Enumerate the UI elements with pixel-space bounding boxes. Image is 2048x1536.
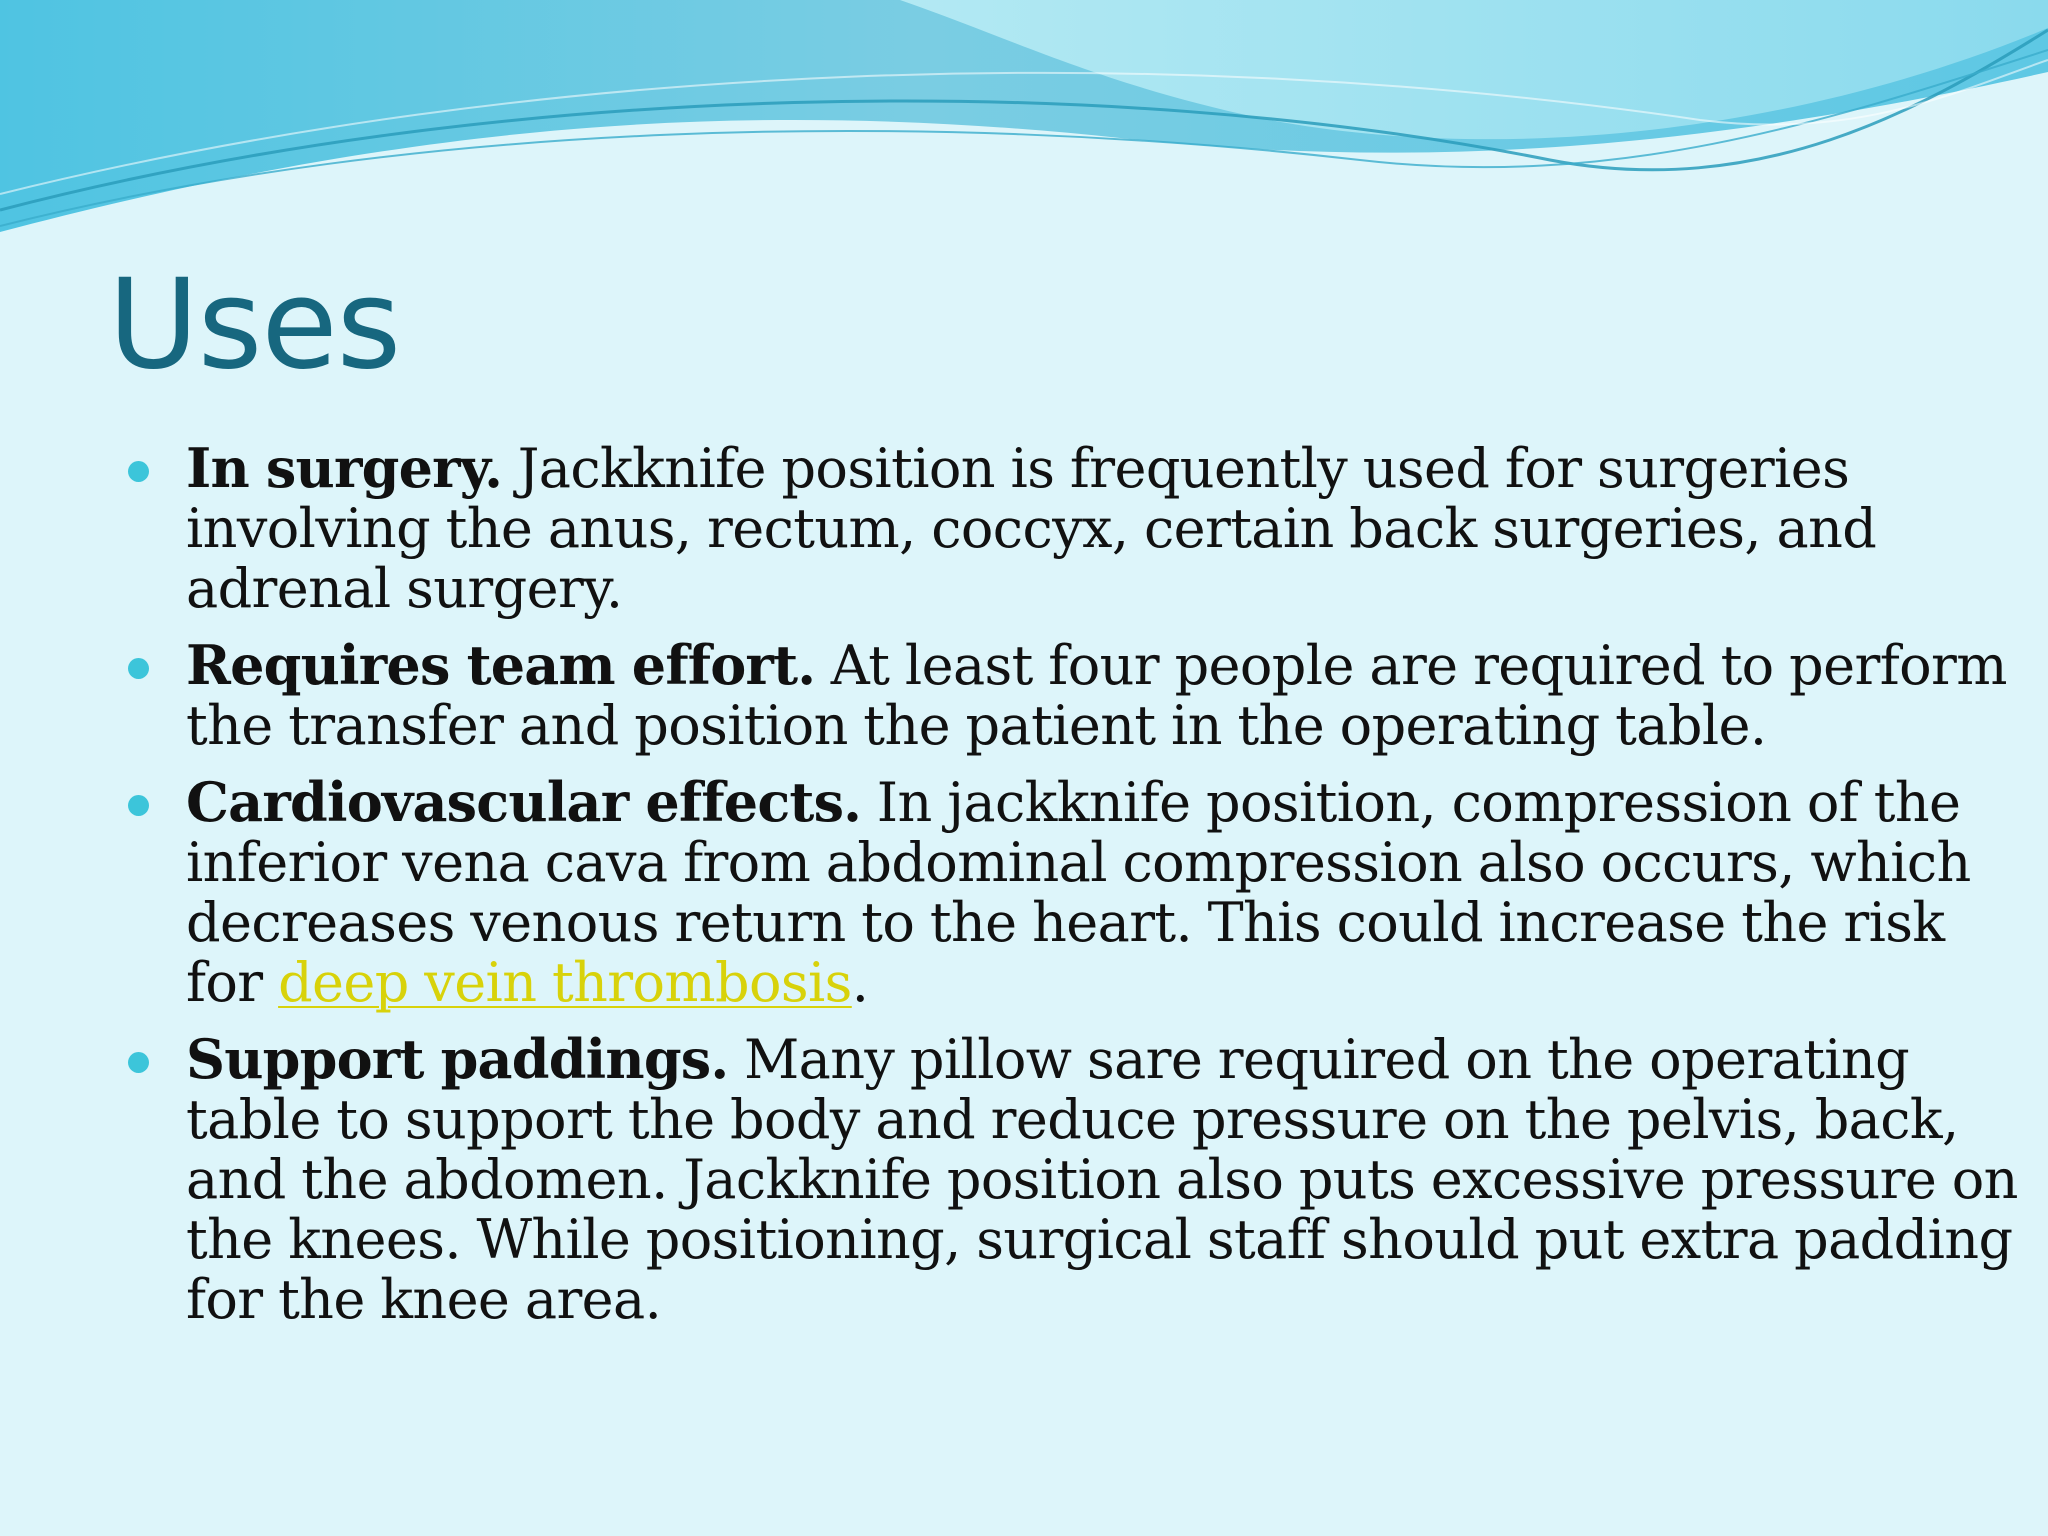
bullet-lead: In surgery. (186, 436, 503, 500)
deep-vein-thrombosis-link[interactable]: deep vein thrombosis (278, 951, 852, 1014)
bullet-text: At least four people are required to perform the transfer and position the patient in the operating table. (186, 634, 2007, 757)
bullet-text-end: . (851, 951, 869, 1014)
bullet-lead: Cardiovascular effects. (186, 770, 862, 834)
bullet-lead: Requires team effort. (186, 633, 816, 697)
bullet-text: Jackknife position is frequently used for surgeries involving the anus, rectum, coccyx, certain back surgeries, and adrenal surgery. (186, 437, 1877, 620)
bullet-list (124, 438, 2024, 1346)
bullet-item-support-paddings (124, 1029, 2024, 1330)
bullet-item-in-surgery (124, 438, 2024, 619)
bullet-text: Many pillow sare required on the operating table to support the body and reduce pressure on the pelvis, back, and the abdomen. Jackknife position also puts excessive pressure on the knees. While positioning, surgical staff should put extra padding for the knee area. (186, 1028, 2018, 1331)
bullet-dot-icon (128, 658, 149, 679)
decorative-wave-header (0, 0, 2048, 240)
bullet-dot-icon (128, 795, 149, 816)
bullet-text: In jackknife position, compression of the inferior vena cava from abdominal compression also occurs, which decreases venous return to the heart. This could increase the risk for (186, 771, 1971, 1014)
bullet-dot-icon (128, 461, 149, 482)
bullet-dot-icon (128, 1052, 149, 1073)
bullet-item-team-effort (124, 635, 2024, 756)
slide-title: Uses (108, 253, 401, 397)
bullet-item-cardiovascular-effects (124, 772, 2024, 1013)
bullet-lead: Support paddings. (186, 1027, 729, 1091)
